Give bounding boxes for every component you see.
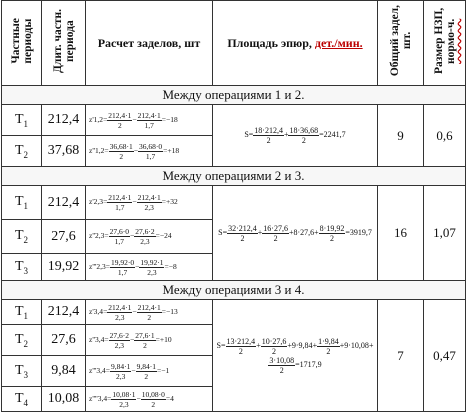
period-cell: $T_2$ [2, 136, 42, 167]
table-row [2, 186, 466, 220]
section-title-row [2, 281, 466, 300]
total-cell: 9 [378, 105, 424, 167]
table-row [2, 300, 466, 325]
period-cell: $T_4$ [2, 387, 42, 412]
calc-cell: z'''3,4= $\frac{9,84\cdot 1}{2,3}$ − $\frac{9,84\cdot 1}{2}$ =−1 [86, 356, 213, 387]
section-title: Между операциями 2 и 3. [2, 167, 466, 186]
length-cell: 27,6 [42, 220, 86, 254]
length-cell: 212,4 [42, 105, 86, 136]
section-title: Между операциями 3 и 4. [2, 281, 466, 300]
calc-cell: z''1,2= $\frac{36,68\cdot 1}{2}$ − $\frac{36,68\cdot 0}{1,7}$ =+18 [86, 136, 213, 167]
period-cell: $T_3$ [2, 356, 42, 387]
length-cell: 10,08 [42, 387, 86, 412]
area-cell: S= $\frac{13\cdot 212,4}{2}$ + $\frac{10\cdot 27,6}{2}$ +9·9,84+ $\frac{1\cdot 9,84}{2}$ +9·10,08+ $\frac{3\cdot 10,08}{2}$ =1717,9 [213, 300, 378, 412]
total-header: Общий задел, шт. [378, 1, 424, 86]
calc-cell: z''3,4= $\frac{27,6\cdot 2}{2,3}$ − $\frac{27,6\cdot 1}{2}$ =+10 [86, 325, 213, 356]
table-row [2, 105, 466, 136]
calc-header: Расчет заделов, шт [86, 1, 213, 86]
period-cell: $T_3$ [2, 254, 42, 281]
period-cell: $T_1$ [2, 186, 42, 220]
calc-cell: z'2,3= $\frac{212,4\cdot 1}{1,7}$ − $\frac{212,4\cdot 1}{2,3}$ =+32 [86, 186, 213, 220]
header-row [2, 1, 466, 86]
period-cell: $T_2$ [2, 325, 42, 356]
section-title-row [2, 86, 466, 105]
total-cell: 7 [378, 300, 424, 412]
length-cell: 212,4 [42, 186, 86, 220]
area-header: Площадь эпюр, дет./мин. [213, 1, 378, 86]
period-cell: $T_2$ [2, 220, 42, 254]
total-cell: 16 [378, 186, 424, 281]
length-cell: 37,68 [42, 136, 86, 167]
area-cell: S= $\frac{18\cdot 212,4}{2}$ + $\frac{18\cdot 36,68}{2}$ =2241,7 [213, 105, 378, 167]
length-cell: 19,92 [42, 254, 86, 281]
length-cell: 212,4 [42, 300, 86, 325]
area-cell: S= $\frac{32\cdot 212,4}{2}$ + $\frac{16\cdot 27,6}{2}$ +8·27,6+ $\frac{8\cdot 19,92}{2}$ =3919,7 [213, 186, 378, 281]
size-cell: 1,07 [424, 186, 466, 281]
size-cell: 0,47 [424, 300, 466, 412]
calc-cell: z'3,4= $\frac{212,4\cdot 1}{2,3}$ − $\frac{212,4\cdot 1}{2}$ =−13 [86, 300, 213, 325]
length-header: Длит. частн. периода [42, 1, 86, 86]
period-cell: $T_1$ [2, 300, 42, 325]
length-cell: 9,84 [42, 356, 86, 387]
section-title-row [2, 167, 466, 186]
calc-cell: z''''3,4= $\frac{10,08\cdot 1}{2,3}$ − $\frac{10,08\cdot 0}{2}$ =4 [86, 387, 213, 412]
section-title: Между операциями 1 и 2. [2, 86, 466, 105]
size-cell: 0,6 [424, 105, 466, 167]
nzp-table [1, 0, 466, 412]
calc-cell: z'1,2= $\frac{212,4\cdot 1}{2}$ − $\frac{212,4\cdot 1}{1,7}$ =−18 [86, 105, 213, 136]
calc-cell: z''2,3= $\frac{27,6\cdot 0}{1,7}$ − $\frac{27,6\cdot 2}{2,3}$ =−24 [86, 220, 213, 254]
period-cell: $T_1$ [2, 105, 42, 136]
calc-cell: z'''2,3= $\frac{19,92\cdot 0}{1,7}$ − $\frac{19,92\cdot 1}{2,3}$ =−8 [86, 254, 213, 281]
period-header: Частные периоды [2, 1, 42, 86]
length-cell: 27,6 [42, 325, 86, 356]
size-header: Размер НЗП, нормо-ч. [424, 1, 466, 86]
